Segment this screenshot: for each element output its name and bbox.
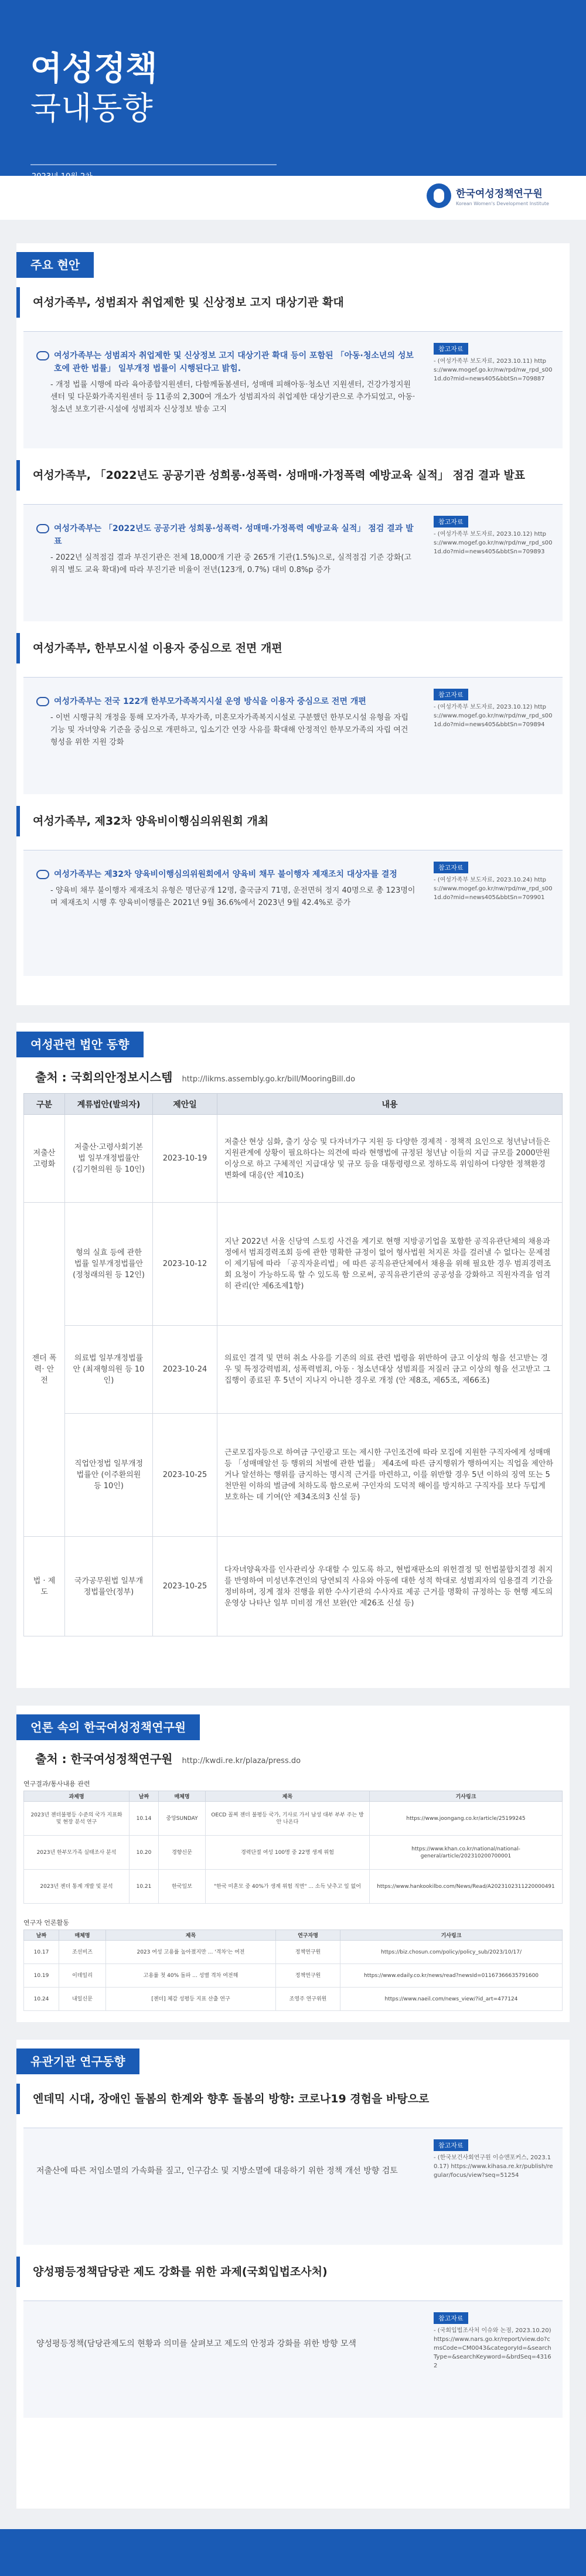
table-row <box>24 1115 563 1203</box>
col-date: 날짜 <box>130 1791 159 1802</box>
cell-link[interactable]: https://www.khan.co.kr/national/national-general/article/202310200700001 <box>370 1836 563 1870</box>
cell-media: 한국일보 <box>159 1870 206 1904</box>
col-title: 제목 <box>206 1791 370 1802</box>
research-text-2: 양성평등정책(담당관제도의 현황과 의미를 살펴보고 제도의 안정과 강화를 위한 방향 모색 <box>36 2339 356 2349</box>
logo-name-en: Korean Women's Development Institute <box>456 201 549 206</box>
cell-project: 2023년 한부모가족 실태조사 분석 <box>24 1836 130 1870</box>
bill-source-url[interactable]: http://likms.assembly.go.kr/bill/MooringBill.do <box>182 1075 356 1084</box>
cell-media: 중앙SUNDAY <box>159 1802 206 1836</box>
researcher-press-table <box>23 1930 563 2011</box>
col-researcher: 연구자명 <box>276 1930 340 1941</box>
issue-body-2 <box>36 522 417 576</box>
col-date: 제안일 <box>153 1094 217 1115</box>
issue-title-2: 여성가족부, 「2022년도 공공기관 성희롱·성폭력· 성매매·가정폭력 예방교육 실적」 점검 결과 발표 <box>16 460 570 491</box>
table-row <box>24 1964 563 1988</box>
col-link: 기사링크 <box>340 1930 563 1941</box>
issue-text-2: - 2022년 실적점검 결과 부진기관은 전체 18,000개 기관 중 265개 기관(1.5%)으로, 실적점검 기준 강화(고위직 별도 교육 확대)에 따라 부진기관 비율이 전년(123개, 0.7%) 대비 0.8%p 증가 <box>50 553 412 574</box>
reference-tag: 참고자료 <box>434 343 468 355</box>
research-title-2: 양성평등정책담당관 제도 강화를 위한 과제(국회입법조사처) <box>16 2257 570 2287</box>
table-row <box>24 1414 563 1537</box>
issue-title-3: 여성가족부, 한부모시설 이용자 중심으로 전면 개편 <box>16 633 570 663</box>
issue-card-2 <box>23 504 563 621</box>
bill-content: 다자녀양육자를 인사관리상 우대할 수 있도록 하고, 현법재판소의 위헌결정 및 헌법불합치결정 취지를 반영하여 미성년후견인의 당연퇴직 사유와 아동에 대한 성적 학대로 성범죄자의 임용결격 기간을 정비하며, 징계 절차 진행을 위한 수사기관의 수사자료 제공 근거를 명확히 규정하는 등 현행 제도의 운영상 나타난 일부 미비점 개선 보완(안 제26조 신설 등) <box>217 1537 563 1636</box>
table-row <box>24 1203 563 1326</box>
bill-content: 근로모집자등으로 하여금 구인광고 또는 제시한 구인조건에 따라 모집에 지원한 구직자에게 성매매 등 「성매매알선 등 행위의 처벌에 관한 법률」 제4조에 따른 금지행위가 행하여지는 직업을 제안하거나 알선하는 행위를 금지하는 명시적 근거를 마련하고, 이를 위반할 경우 5년 이하의 징역 또는 5천만원 이하의 벌금에 처하도록 함으로써 구인자의 도덕적 해이를 방지하고 구직자를 보다 두텁게 보호하는 데 기여(안 제34조의3 신설 등) <box>217 1414 563 1537</box>
bill-source: 출처 : 국회의안정보시스템 http://likms.assembly.go.kr/bill/MooringBill.do <box>35 1070 356 1084</box>
bill-table <box>23 1093 563 1636</box>
check-circle-icon <box>36 524 49 533</box>
cell-title: 고용률 첫 40% 돌파 ... 성별 격차 여전해 <box>106 1964 276 1988</box>
bill-category: 젠더 폭력· 안전 <box>24 1203 65 1537</box>
bill-content: 의료인 결격 및 면허 취소 사유를 기존의 의료 관련 법령을 위반하여 금고 이상의 형을 선고받는 경우 및 특정강력범죄, 성폭력범죄, 아동 · 청소년대상 성범죄를 저질러 금고 이상의 형을 선고받고 그 집행이 종료된 후 5년이 지나지 아니한 경우로 개정 (안 제8조, 제65조, 제66조) <box>217 1326 563 1414</box>
table-row <box>24 1326 563 1414</box>
bill-date: 2023-10-25 <box>153 1537 217 1636</box>
check-circle-icon <box>36 870 49 879</box>
issue-lead-1: 여성가족부는 성범죄자 취업제한 및 신상정보 고지 대상기관 확대 등이 포함된 「아동·청소년의 성보호에 관한 법률」 일부개정 법률이 시행된다고 밝힘. <box>36 349 417 375</box>
research-body-1 <box>36 2160 417 2178</box>
footer-bar <box>0 2529 586 2576</box>
cell-title: 경력단절 여성 100명 중 22명 생계 위험 <box>206 1836 370 1870</box>
bill-table-header <box>24 1094 563 1115</box>
research-table-caption: 연구결과/통사내용 관련 <box>23 1780 90 1788</box>
reference-tag: 참고자료 <box>434 2139 468 2151</box>
header-hero <box>0 0 586 220</box>
cell-media: 조선비즈 <box>59 1941 106 1964</box>
researcher-table-header <box>24 1930 563 1941</box>
cell-date: 10.21 <box>130 1870 159 1904</box>
reference-2 <box>434 515 554 556</box>
bill-content: 저출산 현상 심화, 출기 상승 및 다자녀가구 지원 등 다양한 경제적 · 정책적 요인으로 청년남녀들은 지원관계에 상황이 필요하다는 의견에 따라 현행법에 규정된 청년남 이들의 지급 규모를 2000만원 이상으로 하고 구체적인 지급대상 및 규모 등을 대통령령으로 정하도록 위임하여 다양한 정책환경 변화에 대응(안 제10조) <box>217 1115 563 1203</box>
table-row <box>24 1988 563 2011</box>
issue-body-3 <box>36 695 417 748</box>
issue-text-1: - 개정 법률 시행에 따라 육아종합지원센터, 다함께돌봄센터, 성매매 피해아동·청소년 지원센터, 건강가정지원센터 및 다문화가족지원센터 등 11종의 2,300여 개소가 성범죄자의 취업제한 대상기관으로 추가되었고, 아동·청소년 보호기관·시설에 성범죄자 신상정보 발송 고지 <box>50 380 415 414</box>
bill-date: 2023-10-12 <box>153 1203 217 1326</box>
research-title-1: 엔데믹 시대, 장애인 돌봄의 한계와 향후 돌봄의 방향: 코로나19 경험을 바탕으로 <box>16 2084 570 2114</box>
section-heading-bills: 여성관련 법안 동향 <box>16 1032 144 1057</box>
cell-link[interactable]: https://www.edaily.co.kr/news/read?newsId=01167366635791600 <box>340 1964 563 1988</box>
cell-date: 10.20 <box>130 1836 159 1870</box>
bill-name: 의료법 일부개정법률안 (최재형의원 등 10인) <box>65 1326 153 1414</box>
cell-link[interactable]: https://www.hankookilbo.com/News/Read/A2023102311220000491 <box>370 1870 563 1904</box>
logo-mark-icon <box>427 183 451 208</box>
cell-media: 이데일리 <box>59 1964 106 1988</box>
bill-date: 2023-10-24 <box>153 1326 217 1414</box>
reference-link[interactable]: - (여성가족부 보도자료, 2023.10.24) https://www.mogef.go.kr/nw/rpd/nw_rpd_s001d.do?mid=news405&bbtSn=709901 <box>434 877 553 901</box>
cell-link[interactable]: https://biz.chosun.com/policy/policy_sub/2023/10/17/ <box>340 1941 563 1964</box>
bill-content: 지난 2022년 서울 신당역 스토킹 사건을 계기로 현행 지방공기업을 포함한 공직유관단체의 채용과정에서 범죄경력조회 등에 관한 명확한 규정이 없어 형사법원 처지론 차를 걸러낼 수 없다는 문제점이 제기됨에 따라 「공직자윤리법」에 따른 공직유관단체에서 채용을 위해 필요한 경우 범죄경력조회 요청이 가능하도록 할 수 있도록 함 으로써, 공직유관기관의 공공성을 강화하고 직원자격을 엄격히 관리(안 제6조제1항) <box>217 1203 563 1326</box>
logo-name-ko: 한국여성정책연구원 <box>456 188 543 200</box>
issue-card-4 <box>23 850 563 976</box>
reference-link[interactable]: - (여성가족부 보도자료, 2023.10.12) https://www.mogef.go.kr/nw/rpd/nw_rpd_s001d.do?mid=news405&bbtSn=709893 <box>434 531 553 555</box>
research-table-header <box>24 1791 563 1802</box>
issue-card-1 <box>23 331 563 448</box>
issue-body-1 <box>36 349 417 416</box>
cell-date: 10.24 <box>24 1988 59 2011</box>
issue-title-1: 여성가족부, 성범죄자 취업제한 및 신상정보 고지 대상기관 확대 <box>16 287 570 318</box>
bill-name: 직업안정법 일부개정법률안 (이주환의원 등 10인) <box>65 1414 153 1537</box>
issue-card-3 <box>23 677 563 794</box>
cell-title: 2023 여성 고용률 높아졌지만 ... '격차'는 여전 <box>106 1941 276 1964</box>
bill-name: 국가공무원법 일부개정법률안(정부) <box>65 1537 153 1636</box>
header-divider <box>30 164 277 165</box>
bill-category: 저출산 고령화 <box>24 1115 65 1203</box>
logo-text <box>456 185 549 206</box>
cell-date: 10.17 <box>24 1941 59 1964</box>
reference-tag: 참고자료 <box>434 862 468 873</box>
research-reference-1 <box>434 2139 554 2180</box>
issue-text-3: - 이번 시행규칙 개정을 통해 모자가족, 부자가족, 미혼모자가족복지시설로 구분했던 한부모시설 유형을 자립 기능 및 자녀양육 기준을 중심으로 개편하고, 입소기간 연장 사유를 확대해 안정적인 한부모가족의 자립 여건 형성을 위한 지원 강화 <box>50 713 408 747</box>
page-subtitle: 국내동향 <box>30 90 153 127</box>
cell-link[interactable]: https://www.joongang.co.kr/article/25199245 <box>370 1802 563 1836</box>
col-link: 기사링크 <box>370 1791 563 1802</box>
check-circle-icon <box>36 351 49 360</box>
researcher-table-caption: 연구자 언론활동 <box>23 1919 69 1927</box>
bill-date: 2023-10-19 <box>153 1115 217 1203</box>
col-project: 과제명 <box>24 1791 130 1802</box>
cell-researcher: 정책연구원 <box>276 1941 340 1964</box>
issue-lead-4: 여성가족부는 제32차 양육비이행심의위원회에서 양육비 채무 불이행자 제재조치 대상자를 결정 <box>36 868 417 881</box>
cell-project: 2023년 젠더불평등 수준의 국가 지표화 및 현장 분석 연구 <box>24 1802 130 1836</box>
cell-date: 10.19 <box>24 1964 59 1988</box>
cell-media: 경향신문 <box>159 1836 206 1870</box>
bill-name: 저출산·고령사회기본법 일부개정법률안 (김기현의원 등 10인) <box>65 1115 153 1203</box>
section-heading-press: 언론 속의 한국여성정책연구원 <box>16 1714 200 1740</box>
research-card-2 <box>23 2301 563 2418</box>
press-source: 출처 : 한국여성정책연구원 http://kwdi.re.kr/plaza/press.do <box>35 1752 301 1766</box>
col-bill: 계류법안(발의자) <box>65 1094 153 1115</box>
section-heading-main-issues: 주요 현안 <box>16 252 94 278</box>
reference-4 <box>434 861 554 902</box>
reference-tag: 참고자료 <box>434 689 468 700</box>
cell-project: 2023년 젠더 통계 개발 및 분석 <box>24 1870 130 1904</box>
table-row <box>24 1802 563 1836</box>
bill-date: 2023-10-25 <box>153 1414 217 1537</box>
research-press-table <box>23 1791 563 1904</box>
kwdi-logo <box>427 183 549 208</box>
research-reference-2 <box>434 2312 554 2370</box>
col-date: 날짜 <box>24 1930 59 1941</box>
reference-tag: 참고자료 <box>434 2312 468 2324</box>
section-heading-research: 유관기관 연구동향 <box>16 2048 139 2074</box>
reference-3 <box>434 688 554 729</box>
cell-title: [젠더] 체감 성평등 지표 산출 연구 <box>106 1988 276 2011</box>
col-title: 제목 <box>106 1930 276 1941</box>
reference-1 <box>434 342 554 383</box>
table-row <box>24 1870 563 1904</box>
issue-lead-2: 여성가족부는 「2022년도 공공기관 성희롱·성폭력· 성매매·가정폭력 예방교육 실적」 점검 결과 발표 <box>36 522 417 548</box>
col-media: 매체명 <box>59 1930 106 1941</box>
cell-title: "한국 미혼모 중 40%가 생계 위험 직면" ... 소득 낮추고 일 없어 <box>206 1870 370 1904</box>
bill-name: 형의 실효 등에 관한 법률 일부개정법률안 (정청래의원 등 12인) <box>65 1203 153 1326</box>
col-content: 내용 <box>217 1094 563 1115</box>
press-source-url[interactable]: http://kwdi.re.kr/plaza/press.do <box>182 1757 301 1765</box>
table-row <box>24 1836 563 1870</box>
col-media: 매체명 <box>159 1791 206 1802</box>
cell-title: OECD 꼴찌 젠더 불평등 국가, 기사로 가서 남성 대부 부부 주는 방안 나온다 <box>206 1802 370 1836</box>
reference-link[interactable]: - (국회입법조사처 이슈와 논점, 2023.10.20) https://www.nars.go.kr/report/view.do?cmsCode=CM0043&categoryId=&searchType=&searchKeyword=&brdSeq=43162 <box>434 2327 551 2369</box>
reference-tag: 참고자료 <box>434 516 468 528</box>
bill-category: 법 · 제도 <box>24 1537 65 1636</box>
table-row <box>24 1537 563 1636</box>
issue-lead-3: 여성가족부는 전국 122개 한부모가족복지시설 운영 방식을 이용자 중심으로 전면 개편 <box>36 695 417 708</box>
research-text-1: 저출산에 따른 저임소멸의 가속화를 짚고, 인구감소 및 지방소멸에 대응하기 위한 정책 개선 방향 검토 <box>36 2166 398 2176</box>
research-body-2 <box>36 2333 417 2351</box>
table-row <box>24 1941 563 1964</box>
cell-researcher: 조영주 연구위원 <box>276 1988 340 2011</box>
research-card-1 <box>23 2128 563 2245</box>
page-title: 여성정책 <box>30 50 158 88</box>
issue-date: 2023년 10월 2차 <box>32 172 93 181</box>
col-category: 구분 <box>24 1094 65 1115</box>
cell-researcher: 정책연구원 <box>276 1964 340 1988</box>
check-circle-icon <box>36 697 49 706</box>
reference-link[interactable]: - (여성가족부 보도자료, 2023.10.11) https://www.mogef.go.kr/nw/rpd/nw_rpd_s001d.do?mid=news405&bbtSn=709887 <box>434 358 553 382</box>
reference-link[interactable]: - (한국보건사회연구원 이슈앤포커스, 2023.10.17) https://www.kihasa.re.kr/publish/regular/focus/view?seq=51254 <box>434 2155 553 2179</box>
issue-title-4: 여성가족부, 제32차 양육비이행심의위원회 개최 <box>16 806 570 836</box>
cell-link[interactable]: https://www.naeil.com/news_view/?id_art=477124 <box>340 1988 563 2011</box>
issue-body-4 <box>36 868 417 909</box>
cell-date: 10.14 <box>130 1802 159 1836</box>
issue-text-4: - 양육비 채무 불이행자 제재조치 유형은 명단공개 12명, 출국금지 71명, 운전면허 정지 40명으로 총 123명이며 제재조치 시행 후 양육비이행률은 2021년 9월 36.6%에서 2023년 9월 42.4%로 증가 <box>50 886 415 907</box>
cell-media: 내일신문 <box>59 1988 106 2011</box>
reference-link[interactable]: - (여성가족부 보도자료, 2023.10.12) https://www.mogef.go.kr/nw/rpd/nw_rpd_s001d.do?mid=news405&bbtSn=709894 <box>434 704 553 728</box>
